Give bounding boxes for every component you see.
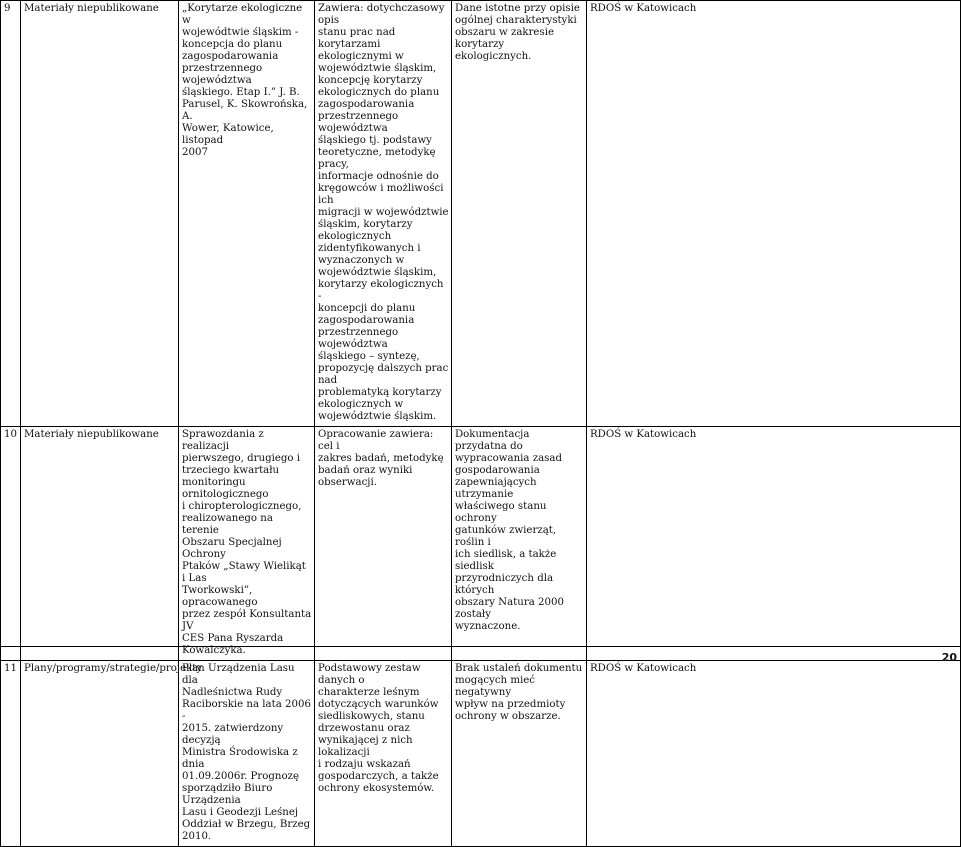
footer-divider (0, 646, 960, 647)
table-row (1, 1, 961, 427)
row-number: 9 (1, 1, 21, 427)
table-row (1, 427, 961, 661)
content-cell (315, 1, 452, 427)
relevance-cell (452, 427, 587, 661)
content-cell (315, 661, 452, 847)
location-cell: RDOŚ w Katowicach (587, 427, 961, 661)
title-text: Plan Urządzenia Lasu dla Nadleśnictwa Rudy Raciborskie na lata 2006 - 2015. zatwierdzony decyzją Ministra Środowiska z dnia 01.09.2006r. Prognozę sporządziło Biuro Urządzenia Lasu i Geodezji Leśnej Oddział w Brzegu, Brzeg 2010. (182, 663, 311, 842)
row-number: 10 (1, 427, 21, 661)
relevance-cell (452, 661, 587, 847)
location-cell: RDOŚ w Katowicach (587, 1, 961, 427)
title-cell (179, 427, 315, 661)
content-text: Podstawowy zestaw danych o charakterze leśnym dotyczących warunków siedliskowych, stanu drzewostanu oraz wynikającej z nich lokalizacji i rodzaju wskazań gospodarczych, a także ochrony ekosystemów. (318, 663, 439, 794)
relevance-cell (452, 1, 587, 427)
title-cell (179, 661, 315, 847)
category-cell: Materiały niepublikowane (21, 1, 179, 427)
content-cell (315, 427, 452, 661)
title-cell (179, 1, 315, 427)
relevance-text: Dokumentacja przydatna do wypracowania zasad gospodarowania zapewniających utrzymanie właściwego stanu ochrony gatunków zwierząt, roślin i ich siedlisk, a także siedlisk przyrodniczych dla których obszary Natura 2000 zostały wyznaczone. (455, 429, 564, 632)
relevance-text: Dane istotne przy opisie ogólnej charakterystyki obszaru w zakresie korytarzy ekologicznych. (455, 3, 580, 62)
table-row (1, 661, 961, 847)
content-text: Zawiera: dotychczasowy opis stanu prac nad korytarzami ekologicznymi w województwie śląskim, koncepcję korytarzy ekologicznych do planu zagospodarowania przestrzennego województwa śląskiego tj. podstawy teoretyczne, metodykę pracy, informacje odnośnie do kręgowców i możliwości ich migracji w województwie śląskim, korytarzy ekologicznych zidentyfikowanych i wyznaczonych w województwie śląskim, korytarzy ekologicznych - koncepcji do planu zagospodarowania przestrzennego województwa śląskiego – syntezę, propozycję dalszych prac nad problematyką korytarzy ekologicznych w województwie śląskim. (318, 3, 449, 422)
title-text: „Korytarze ekologiczne w wojewódtwie śląskim - koncepcja do planu zagospodarowania przestrzennego województwa śląskiego. Etap I.” J. B. Parusel, K. Skowrońska, A. Wower, Katowice, listopad 2007 (182, 3, 308, 158)
page-number: 20 (941, 651, 957, 664)
relevance-text: Brak ustaleń dokumentu mogących mieć negatywny wpływ na przedmioty ochrony w obszarze. (455, 663, 583, 722)
title-text: Sprawozdania z realizacji pierwszego, drugiego i trzeciego kwartału monitoringu ornitologicznego i chiropterologicznego, realizowanego na terenie Obszaru Specjalnej Ochrony Ptaków „Stawy Wielikąt i Las Tworkowski”, opracowanego przez zespół Konsultanta JV CES Pana Ryszarda Kowalczyka. (182, 429, 312, 656)
category-cell: Plany/programy/strategie/projekty (21, 661, 179, 847)
category-cell: Materiały niepublikowane (21, 427, 179, 661)
row-number: 11 (1, 661, 21, 847)
content-text: Opracowanie zawiera: cel i zakres badań, metodykę badań oraz wyniki obserwacji. (318, 429, 444, 488)
location-cell: RDOŚ w Katowicach (587, 661, 961, 847)
